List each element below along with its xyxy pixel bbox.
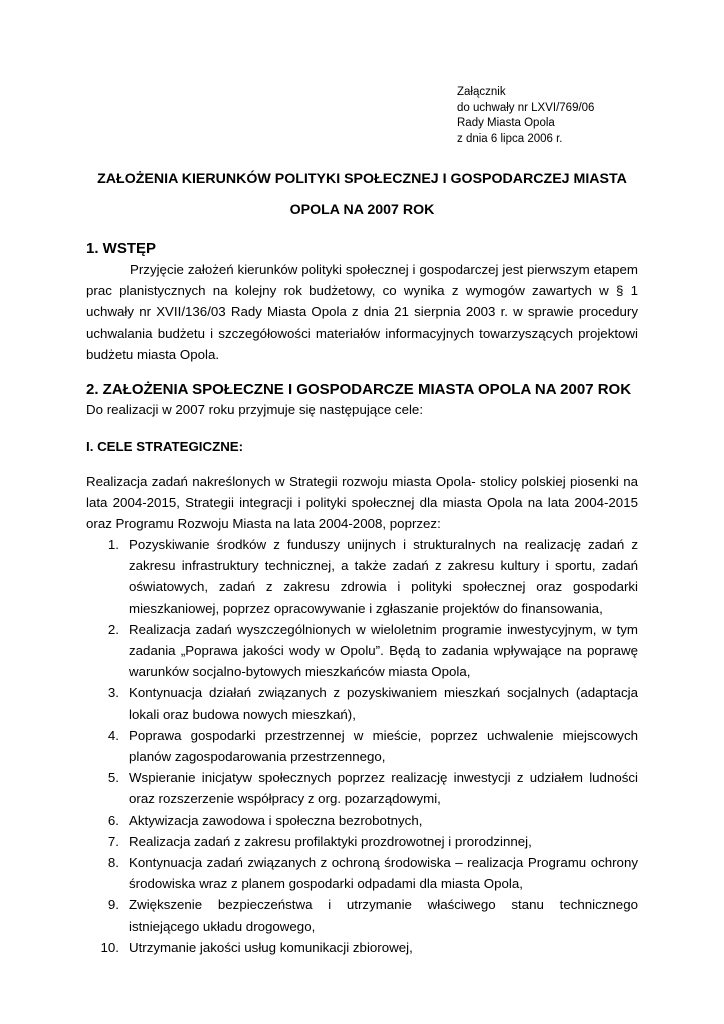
list-item-text: Kontynuacja zadań związanych z ochroną środowiska – realizacja Programu ochrony środowiska wraz z planem gospodarki odpadami dla miasta Opola,	[129, 855, 638, 892]
section-1-paragraph: Przyjęcie założeń kierunków polityki społecznej i gospodarczej jest pierwszym etapem prac planistycznych na kolejny rok budżetowy, co wynika z wymogów zawartych w § 1 uchwały nr XVII/136/03 Rady Miasta Opola z dnia 21 sierpnia 2003 r. w sprawie procedury uchwalania budżetu i szczegółowości materiałów informacyjnych towarzyszących projektowi budżetu miasta Opola.	[86, 262, 638, 362]
list-item-number: 10.	[100, 939, 119, 955]
section-1-heading: 1. WSTĘP	[86, 240, 157, 257]
strategic-goals-paragraph: Realizacja zadań nakreślonych w Strategii rozwoju miasta Opola- stolicy polskiej piosenki na lata 2004-2015, Strategii integracji i polityki społecznej dla miasta Opola na lata 2004-2015 oraz Programu Rozwoju Miasta na lata 2004-2008, poprzez:	[86, 474, 638, 532]
list-item	[86, 831, 638, 852]
list-item	[86, 619, 638, 683]
title-line: OPOLA NA 2007 ROK	[289, 202, 435, 218]
attachment-note	[457, 85, 594, 147]
attachment-line: Rady Miasta Opola	[457, 117, 555, 130]
list-item	[86, 810, 638, 831]
list-item	[86, 725, 638, 767]
list-item	[86, 937, 638, 958]
list-item-text: Realizacja zadań z zakresu profilaktyki prozdrowotnej i prorodzinnej,	[129, 833, 532, 849]
list-item-text: Kontynuacja działań związanych z pozyskiwaniem mieszkań socjalnych (adaptacja lokali oraz budowa nowych mieszkań),	[129, 685, 638, 722]
list-item-text: Pozyskiwanie środków z funduszy unijnych i strukturalnych na realizację zadań z zakresu infrastruktury technicznej, a także zadań z zakresu kultury i sportu, zadań oświatowych, zadań z zakresu zdrowia i polityki społecznej oraz gospodarki mieszkaniowej, poprzez opracowywanie i zgłaszanie projektów do finansowania,	[129, 537, 638, 616]
list-item-text: Utrzymanie jakości usług komunikacji zbiorowej,	[129, 939, 413, 955]
list-item-text: Realizacja zadań wyszczególnionych w wieloletnim programie inwestycyjnym, w tym zadania „Poprawa jakości wody w Opolu”. Będą to zadania wpływające na poprawę warunków socjalno-bytowych mieszkańców miasta Opola,	[129, 621, 638, 680]
list-item-text: Poprawa gospodarki przestrzennej w mieście, poprzez uchwalenie miejscowych planów zagospodarowania przestrzennego,	[129, 727, 638, 765]
list-item-text: Wspieranie inicjatyw społecznych poprzez realizację inwestycji z udziałem ludności oraz rozszerzenie współpracy z org. pozarządowymi,	[129, 770, 638, 807]
list-item	[86, 894, 638, 936]
list-item-text: Zwiększenie bezpieczeństwa i utrzymanie właściwego stanu technicznego istniejącego układu drogowego,	[129, 897, 638, 934]
section-2-heading: 2. ZAŁOŻENIA SPOŁECZNE I GOSPODARCZE MIASTA OPOLA NA 2007 ROK	[86, 381, 632, 398]
strategic-goals-list	[86, 534, 638, 958]
section-2-intro: Do realizacji w 2007 roku przyjmuje się następujące cele:	[86, 402, 424, 417]
list-item-number: 8.	[107, 855, 119, 871]
attachment-line: Załącznik	[457, 86, 506, 98]
title-line: ZAŁOŻENIA KIERUNKÓW POLITYKI SPOŁECZNEJ I GOSPODARCZEJ MIASTA	[97, 171, 627, 187]
list-item-text: Aktywizacja zawodowa i społeczna bezrobotnych,	[129, 812, 423, 828]
list-item-number: 9.	[107, 897, 119, 913]
list-item	[86, 534, 638, 619]
list-item-number: 2.	[107, 621, 119, 637]
attachment-line: z dnia 6 lipca 2006 r.	[457, 132, 563, 145]
document-title	[86, 164, 638, 226]
list-item	[86, 767, 638, 809]
attachment-line: do uchwały nr LXVI/769/06	[457, 101, 595, 114]
list-item-number: 7.	[107, 833, 119, 849]
strategic-goals-heading: I. CELE STRATEGICZNE:	[86, 439, 244, 454]
list-item-number: 5.	[107, 770, 119, 786]
list-item	[86, 852, 638, 894]
list-item-number: 3.	[107, 685, 119, 701]
list-item-number: 1.	[107, 537, 119, 552]
list-item-number: 6.	[107, 812, 119, 828]
list-item	[86, 682, 638, 724]
list-item-number: 4.	[107, 727, 119, 743]
